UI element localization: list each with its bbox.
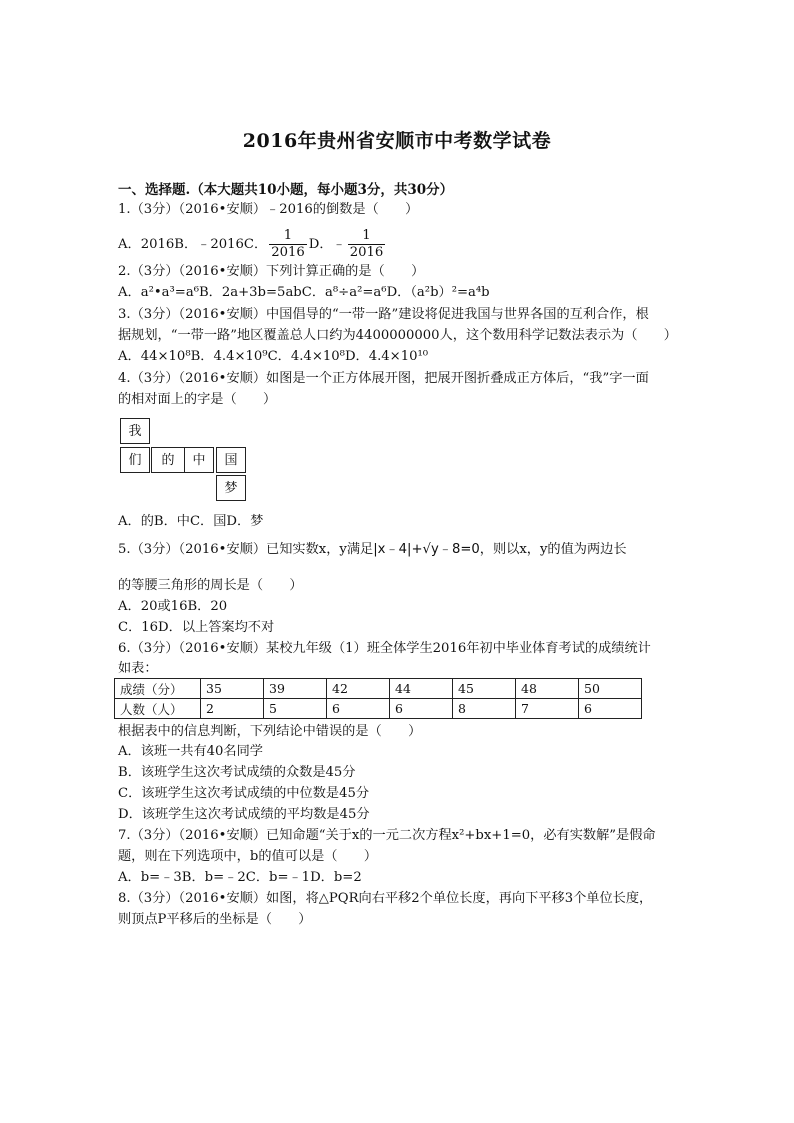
net-cell-de: 的 <box>151 447 185 473</box>
q1-options-ab: A．2016B．﹣2016C． <box>118 237 268 252</box>
question-3-line1: 3.（3分）（2016•安顺）中国倡导的“一带一路”建设将促进我国与世界各国的互利合作，根 <box>118 307 649 322</box>
question-5-options-1: A．20或16B．20 <box>118 599 228 614</box>
question-6-option-c: C．该班学生这次考试成绩的中位数是45分 <box>118 786 370 801</box>
question-7-line2: 题，则在下列选项中，b的值可以是（ ） <box>118 849 378 864</box>
table-cell: 35 <box>201 679 264 699</box>
table-row <box>115 699 642 719</box>
question-3-options: A．44×10⁸B．4.4×10⁹C．4.4×10⁸D．4.4×10¹⁰ <box>118 349 429 364</box>
question-1-options <box>118 228 688 262</box>
question-3-line2: 据规划，“一带一路”地区覆盖总人口约为4400000000人，这个数用科学记数法表示为（ ） <box>118 328 677 343</box>
table-cell: 45 <box>453 679 516 699</box>
question-2-stem: 2.（3分）（2016•安顺）下列计算正确的是（ ） <box>118 264 425 279</box>
question-2-options: A．a²•a³=a⁶B．2a+3b=5abC．a⁸÷a²=a⁶D．（a²b）²=a⁴b <box>118 285 490 300</box>
question-6-option-d: D．该班学生这次考试成绩的平均数是45分 <box>118 807 370 822</box>
table-cell: 50 <box>579 679 642 699</box>
table-cell: 6 <box>390 699 453 719</box>
q5-text-after: ，则以x，y的值为两边长 <box>479 542 627 557</box>
question-8-line1: 8.（3分）（2016•安顺）如图，将△PQR向右平移2个单位长度，再向下平移3个单位长度， <box>118 891 653 906</box>
question-5-line1 <box>118 540 688 560</box>
table-cell: 6 <box>327 699 390 719</box>
question-6-option-a: A．该班一共有40名同学 <box>118 744 263 759</box>
question-6-prompt: 根据表中的信息判断，下列结论中错误的是（ ） <box>118 724 422 739</box>
question-6-option-b: B．该班学生这次考试成绩的众数是45分 <box>118 765 356 780</box>
table-cell: 人数（人） <box>115 699 201 719</box>
question-7-line1: 7.（3分）（2016•安顺）已知命题“关于x的一元二次方程x²+bx+1=0，必有实数解”是假命 <box>118 828 656 843</box>
q5-text-before: 5.（3分）（2016•安顺）已知实数x，y满足 <box>118 542 374 557</box>
table-cell: 8 <box>453 699 516 719</box>
question-4-options: A．的B．中C．国D．梦 <box>118 514 264 529</box>
net-cell-meng: 梦 <box>216 475 246 501</box>
section-heading: 一、选择题.（本大题共10小题，每小题3分，共30分） <box>118 182 454 198</box>
question-6-line1: 6.（3分）（2016•安顺）某校九年级（1）班全体学生2016年初中毕业体育考试的成绩统计 <box>118 641 651 656</box>
table-cell: 5 <box>264 699 327 719</box>
table-cell: 44 <box>390 679 453 699</box>
table-cell: 39 <box>264 679 327 699</box>
table-cell: 42 <box>327 679 390 699</box>
question-1-stem: 1.（3分）（2016•安顺）﹣2016的倒数是（ ） <box>118 202 419 217</box>
page-title: 2016年贵州省安顺市中考数学试卷 <box>242 130 552 152</box>
score-table <box>114 678 642 719</box>
table-cell: 2 <box>201 699 264 719</box>
table-cell: 7 <box>516 699 579 719</box>
q1-fraction-d <box>348 228 386 261</box>
question-5-options-2: C．16D．以上答案均不对 <box>118 620 275 635</box>
fraction-numerator: 1 <box>269 228 307 245</box>
question-6-line2: 如表： <box>118 661 158 676</box>
table-row <box>115 679 642 699</box>
question-8-line2: 则顶点P平移后的坐标是（ ） <box>118 912 312 927</box>
table-cell: 48 <box>516 679 579 699</box>
fraction-denominator: 2016 <box>271 245 305 260</box>
net-cell-men: 们 <box>120 447 150 473</box>
question-4-line1: 4.（3分）（2016•安顺）如图是一个正方体展开图，把展开图折叠成正方体后，“我”字一面 <box>118 371 649 386</box>
question-4-line2: 的相对面上的字是（ ） <box>118 392 277 407</box>
table-cell: 成绩（分） <box>115 679 201 699</box>
question-5-line2: 的等腰三角形的周长是（ ） <box>118 578 303 593</box>
fraction-numerator: 1 <box>348 228 386 245</box>
net-cell-guo: 国 <box>216 447 246 473</box>
table-cell: 6 <box>579 699 642 719</box>
net-cell-wo: 我 <box>120 418 150 444</box>
q1-option-d: D．﹣ <box>308 237 346 252</box>
question-7-options: A．b=﹣3B．b=﹣2C．b=﹣1D．b=2 <box>118 870 362 885</box>
q5-formula: |x﹣4|+√y﹣8=0 <box>373 542 480 557</box>
net-cell-zhong: 中 <box>184 447 214 473</box>
fraction-denominator: 2016 <box>349 245 384 260</box>
q1-fraction-c <box>269 228 307 261</box>
